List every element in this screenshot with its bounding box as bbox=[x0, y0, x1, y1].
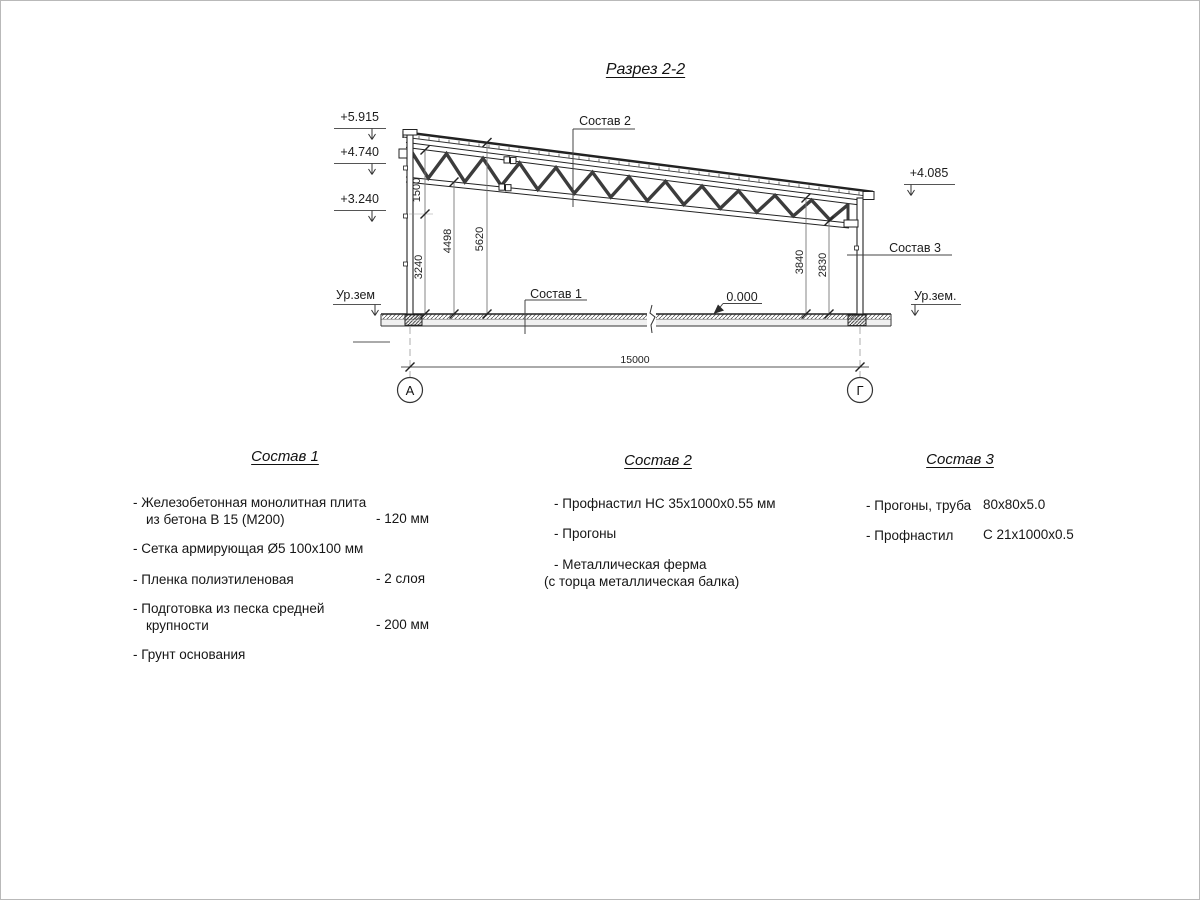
callout-sostav3: Состав 3 bbox=[889, 241, 941, 255]
list-item: - Подготовка из песка средней крупности - 200 мм bbox=[133, 601, 430, 633]
spec-list1-title: Состав 1 bbox=[251, 448, 319, 465]
zero-level-label: 0.000 bbox=[726, 290, 758, 304]
elevation-mark-4740: +4.740 bbox=[340, 145, 379, 159]
spec-list2-title: Состав 2 bbox=[624, 452, 692, 469]
truss-top-chord bbox=[406, 142, 859, 205]
dim-2830: 2830 bbox=[817, 252, 829, 278]
elevation-mark-5915: +5.915 bbox=[340, 110, 379, 124]
list-item: - Железобетонная монолитная плита из бетона В 15 (М200) - 120 мм bbox=[133, 495, 430, 527]
axis-bubbles bbox=[398, 378, 873, 403]
dim-3840: 3840 bbox=[794, 249, 806, 275]
spec-list3-title: Состав 3 bbox=[926, 451, 994, 468]
dim-span-15000: 15000 bbox=[620, 354, 650, 366]
list-item: - Пленка полиэтиленовая - 2 слоя bbox=[133, 571, 426, 587]
dim-3240: 3240 bbox=[413, 254, 425, 280]
foundation-left bbox=[405, 315, 422, 325]
ground-level-label-left: Ур.зем bbox=[336, 288, 375, 302]
drawing-title: Разрез 2-2 bbox=[605, 61, 686, 78]
list-item: - Грунт основания bbox=[133, 647, 246, 662]
list-item: - Прогоны, труба 80х80х5.0 bbox=[866, 497, 1046, 513]
truss-connection-plates bbox=[499, 157, 516, 191]
axis-bubble-a: А bbox=[405, 383, 415, 398]
list-item: - Металлическая ферма (с торца металлическая балка) bbox=[544, 557, 740, 589]
truss-end-posts bbox=[408, 148, 848, 224]
foundation-right bbox=[848, 315, 866, 326]
axis-bubble-g: Г bbox=[856, 383, 864, 398]
dim-4498: 4498 bbox=[442, 228, 454, 254]
elevation-mark-3240: +3.240 bbox=[340, 192, 379, 206]
floor-slab bbox=[381, 305, 891, 333]
dim-truss-height-1500: 1500 bbox=[411, 177, 423, 203]
elevation-mark-4085: +4.085 bbox=[909, 166, 949, 180]
callout-sostav1: Состав 1 bbox=[530, 287, 582, 301]
list-item: - Профнастил С 21х1000х0.5 bbox=[866, 527, 1074, 543]
list-item: - Сетка армирующая Ø5 100х100 мм bbox=[133, 541, 364, 556]
dim-5620: 5620 bbox=[474, 226, 486, 252]
list-item: - Прогоны bbox=[554, 526, 617, 541]
ground-level-label-right: Ур.зем. bbox=[914, 289, 957, 303]
list-item: - Профнастил НС 35х1000х0.55 мм bbox=[554, 496, 776, 511]
section-drawing bbox=[1, 1, 1200, 900]
callout-sostav2: Состав 2 bbox=[579, 114, 631, 128]
